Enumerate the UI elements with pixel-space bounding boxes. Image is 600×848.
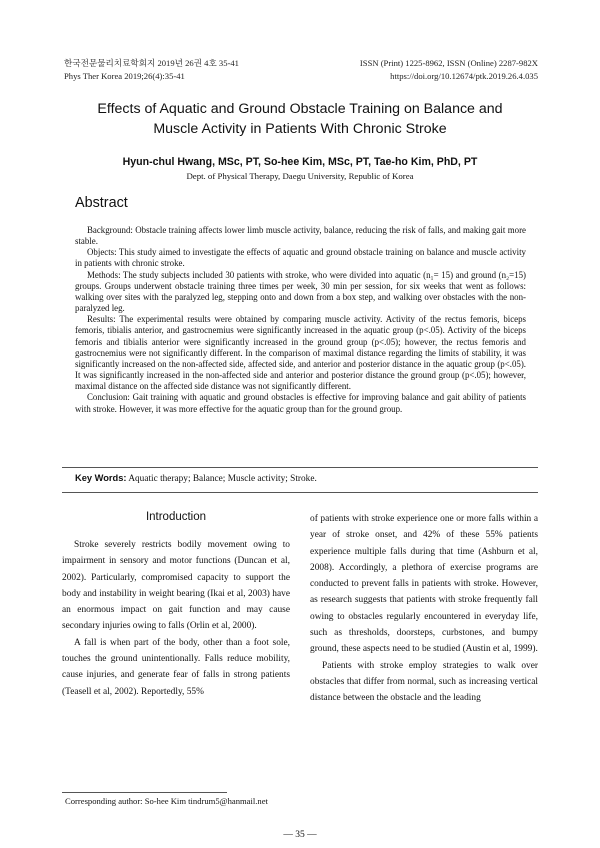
journal-header-right (360, 57, 538, 83)
doi-link[interactable]: https://doi.org/10.12674/ptk.2019.26.4.035 (390, 71, 538, 81)
journal-name-korean: 한국전문물리치료학회지 2019년 26권 4호 35-41 (64, 58, 239, 68)
paragraph: Stroke severely restricts bodily movement owing to impairment in sensory and motor functions (Duncan et al, 2002). Particularly, compromised capacity to support the body and instability in weight bearing (Ikai et al, 2003) have an enormous impact on gait function and may cause secondary injuries owing to falls (Orlin et al, 2000). (62, 540, 290, 632)
keywords-label: Key Words: (75, 473, 127, 483)
abstract-conclusion: Conclusion: Gait training with aquatic and ground obstacles is effective for improving balance and gait ability of patients with stroke. However, it was more effective for the aquatic group than for the ground group. (75, 392, 526, 414)
keywords-list: Aquatic therapy; Balance; Muscle activity; Stroke. (128, 474, 317, 484)
citation: Phys Ther Korea 2019;26(4):35-41 (64, 71, 185, 81)
author-list: Hyun-chul Hwang, MSc, PT, So-hee Kim, MSc, PT, Tae-ho Kim, PhD, PT (122, 156, 478, 168)
introduction-heading: Introduction (145, 511, 207, 523)
title-line-2: Muscle Activity in Patients With Chronic Stroke (153, 121, 447, 137)
journal-header-left (64, 57, 239, 83)
abstract-body (75, 225, 526, 415)
body-column-right (310, 511, 538, 707)
abstract-heading: Abstract (75, 195, 128, 211)
abstract-objects: Objects: This study aimed to investigate the effects of aquatic and ground obstacle training on balance and muscle activity in patients with chronic stroke. (75, 247, 526, 269)
paragraph: A fall is when part of the body, other than a foot sole, touches the ground unintentionally. Falls reduce mobility, cause injuries, and generate fear of falls in strong patients (Teasell et al, 2002). Reportedly, 55% (62, 637, 290, 697)
abstract-results: Results: The experimental results were obtained by comparing muscle activity. Activity of the rectus femoris, biceps femoris, tibialis anterior, and gastrocnemius were significantly increased in the aquatic group (p<.05). Activity of the biceps femoris and tibialis anterior were significantly increased in the ground group (p<.05); however, the rectus femoris and gastrocnemius were not significantly different. In the comparison of maximal distance regarding the limits of stability, it was significantly increased on the non-affected side, affected side, and anterior and posterior distance in the aquatic group (p<.05). It was significantly increased in the non-affected side and anterior and posterior distance the ground group (p<.05); however, maximal distance on the affected side distance was not significantly different. (75, 314, 526, 392)
footnote-rule (62, 792, 227, 793)
keywords-bottom-rule (62, 492, 538, 493)
abstract-background: Background: Obstacle training affects lower limb muscle activity, balance, reducing the risk of falls, and making gait more stable. (75, 225, 526, 247)
paragraph: of patients with stroke experience one or more falls within a year of stroke onset, and 42% of these 55% patients experience multiple falls during that time (Ashburn et al, 2008). Accordingly, a plethora of exercise programs are conducted to prevent falls in patients with stroke. However, as research suggests that patients with stroke frequently fall owing to obstacles regularly encountered in everyday life, such as thresholds, doorsteps, curbstones, and bumpy ground, these aspects need to be studied (Austin et al, 1999). (310, 514, 538, 655)
keywords (75, 473, 317, 484)
affiliation: Dept. of Physical Therapy, Daegu University, Republic of Korea (186, 171, 414, 181)
corresponding-author-footnote: Corresponding author: So-hee Kim tindrum5@hanmail.net (65, 796, 268, 806)
abstract-methods: Methods: The study subjects included 30 patients with stroke, who were divided into aquatic (n₁= 15) and ground (n₂=15) groups. Groups underwent obstacle training three times per week, 30 min per session, for six weeks that went as follows: walking over sites with the paralyzed leg, stepping onto and down from a box step, and walking over obstacles with the non-paralyzed leg. (75, 269, 526, 314)
title-line-1: Effects of Aquatic and Ground Obstacle Training on Balance and (97, 101, 503, 117)
keywords-top-rule (62, 467, 538, 468)
issn: ISSN (Print) 1225-8962, ISSN (Online) 2287-982X (359, 58, 538, 68)
body-column-left (62, 537, 290, 700)
page-number: ― 35 ― (283, 830, 317, 840)
paragraph: Patients with stroke employ strategies to walk over obstacles that differ from normal, such as increasing vertical distance between the obstacle and the leading (310, 660, 538, 704)
paper-title (40, 99, 560, 139)
